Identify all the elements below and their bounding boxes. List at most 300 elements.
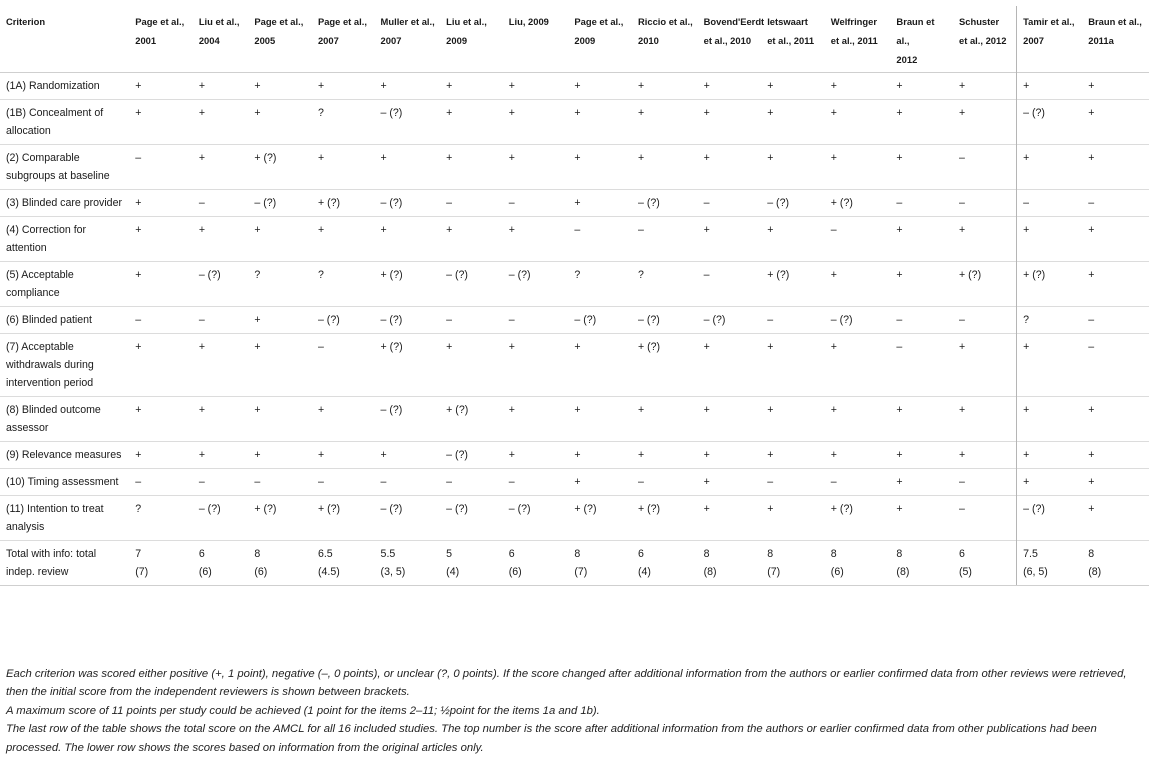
score-value: – (?) bbox=[767, 197, 789, 209]
score-value: – bbox=[1088, 314, 1095, 326]
score-value: – (?) bbox=[703, 314, 726, 326]
header-row bbox=[0, 6, 1149, 73]
score-cell bbox=[568, 262, 632, 307]
score-cell bbox=[1082, 334, 1149, 397]
score-cell bbox=[248, 541, 312, 586]
score-value: + bbox=[1023, 80, 1030, 92]
score-value: + bbox=[637, 152, 645, 164]
score-value: + bbox=[1088, 80, 1095, 92]
table-row bbox=[0, 442, 1149, 469]
study-header-line2: 2012 bbox=[896, 54, 918, 65]
score-value: + bbox=[574, 107, 581, 119]
score-value: 5 (4) bbox=[446, 548, 460, 578]
study-header-line1: Muller et al., bbox=[380, 16, 435, 27]
score-cell bbox=[193, 145, 249, 190]
score-cell bbox=[1082, 442, 1149, 469]
score-value: + bbox=[1088, 224, 1095, 236]
score-value: + bbox=[508, 404, 515, 416]
score-cell bbox=[193, 496, 249, 541]
score-cell bbox=[440, 73, 503, 100]
score-value: – bbox=[637, 476, 644, 488]
score-value: + bbox=[254, 341, 261, 353]
score-cell bbox=[761, 307, 825, 334]
study-header-line1: Braun et al., bbox=[896, 16, 935, 46]
score-value: ? bbox=[317, 269, 324, 281]
score-cell bbox=[375, 145, 441, 190]
study-header-line1: Welfringer bbox=[830, 16, 877, 27]
score-value: + bbox=[198, 449, 206, 461]
score-cell bbox=[568, 541, 632, 586]
score-value: + bbox=[1088, 152, 1095, 164]
score-cell bbox=[568, 442, 632, 469]
score-value: + bbox=[830, 449, 837, 461]
score-cell bbox=[953, 334, 1017, 397]
table-row bbox=[0, 100, 1149, 145]
score-value: + bbox=[896, 503, 903, 515]
score-value: + bbox=[574, 197, 581, 209]
score-value: + bbox=[896, 80, 903, 92]
score-cell bbox=[375, 334, 441, 397]
score-value: – (?) bbox=[380, 503, 403, 515]
score-value: – bbox=[959, 314, 965, 326]
score-value: + bbox=[959, 107, 966, 119]
study-header bbox=[193, 6, 249, 73]
study-header-line1: Page et al., bbox=[317, 16, 367, 27]
score-value: + bbox=[254, 224, 261, 236]
study-header bbox=[890, 6, 953, 73]
score-cell bbox=[193, 469, 249, 496]
score-value: – (?) bbox=[830, 314, 853, 326]
score-value: – (?) bbox=[637, 314, 660, 326]
score-value: – bbox=[446, 197, 453, 209]
criterion-cell bbox=[0, 307, 129, 334]
score-cell bbox=[632, 442, 698, 469]
score-value: 8 (8) bbox=[703, 548, 717, 578]
criterion-cell bbox=[0, 496, 129, 541]
score-cell bbox=[632, 397, 698, 442]
score-cell bbox=[1017, 496, 1083, 541]
score-value: + bbox=[508, 152, 515, 164]
study-header bbox=[825, 6, 891, 73]
score-cell bbox=[953, 469, 1017, 496]
score-cell bbox=[698, 541, 762, 586]
study-header bbox=[1082, 6, 1149, 73]
footnote-max-score: A maximum score of 11 points per study could be achieved (1 point for the items 2–11; ½point for the items 1a and 1b). bbox=[6, 704, 600, 717]
score-value: + bbox=[959, 404, 966, 416]
score-cell bbox=[248, 469, 312, 496]
score-cell bbox=[632, 100, 698, 145]
score-cell bbox=[761, 217, 825, 262]
score-cell bbox=[825, 334, 891, 397]
score-cell bbox=[953, 442, 1017, 469]
score-cell bbox=[1017, 262, 1083, 307]
score-cell bbox=[312, 262, 375, 307]
study-header-line2: 2011a bbox=[1088, 35, 1114, 46]
score-cell bbox=[503, 541, 569, 586]
score-cell bbox=[953, 217, 1017, 262]
score-cell bbox=[890, 100, 953, 145]
score-value: – bbox=[830, 224, 837, 236]
study-header bbox=[248, 6, 312, 73]
score-value: + bbox=[767, 449, 774, 461]
score-cell bbox=[1017, 334, 1083, 397]
score-cell bbox=[890, 541, 953, 586]
score-value: + bbox=[637, 449, 645, 461]
score-cell bbox=[890, 442, 953, 469]
score-cell bbox=[632, 496, 698, 541]
score-value: + bbox=[508, 341, 515, 353]
study-header-line2: et al., 2010 bbox=[703, 35, 752, 46]
study-header-line2: 2007 bbox=[1023, 35, 1044, 46]
score-cell bbox=[440, 397, 503, 442]
score-value: + bbox=[767, 404, 774, 416]
score-value: – bbox=[508, 314, 515, 326]
study-header-line2: 2005 bbox=[254, 35, 276, 46]
score-value: + bbox=[446, 341, 453, 353]
study-header bbox=[632, 6, 698, 73]
score-value: + bbox=[198, 224, 206, 236]
score-cell bbox=[825, 190, 891, 217]
score-value: + bbox=[637, 80, 645, 92]
score-value: ? bbox=[637, 269, 644, 281]
score-cell bbox=[503, 442, 569, 469]
score-cell bbox=[503, 262, 569, 307]
score-value: – (?) bbox=[508, 269, 531, 281]
score-value: + bbox=[637, 404, 645, 416]
score-cell bbox=[1082, 541, 1149, 586]
score-value: 8 (8) bbox=[1088, 548, 1102, 578]
score-value: + bbox=[254, 314, 261, 326]
score-cell bbox=[632, 217, 698, 262]
score-value: + bbox=[703, 224, 710, 236]
score-cell bbox=[698, 262, 762, 307]
score-cell bbox=[248, 496, 312, 541]
score-cell bbox=[129, 73, 193, 100]
score-cell bbox=[568, 145, 632, 190]
score-cell bbox=[1082, 145, 1149, 190]
score-value: – bbox=[767, 476, 774, 488]
score-value: + bbox=[830, 107, 837, 119]
score-value: + bbox=[830, 269, 837, 281]
score-value: – (?) bbox=[446, 269, 468, 281]
score-cell bbox=[375, 541, 441, 586]
score-value: – bbox=[198, 314, 205, 326]
table-row bbox=[0, 145, 1149, 190]
study-header-line2: 2009 bbox=[574, 35, 596, 46]
score-cell bbox=[503, 145, 569, 190]
study-header-line1: Braun et al., bbox=[1088, 16, 1142, 27]
score-cell bbox=[761, 145, 825, 190]
score-cell bbox=[129, 262, 193, 307]
score-value: – bbox=[1088, 197, 1095, 209]
score-value: + (?) bbox=[254, 503, 277, 515]
score-value: – (?) bbox=[317, 314, 340, 326]
score-value: + (?) bbox=[317, 503, 341, 515]
score-cell bbox=[825, 307, 891, 334]
score-cell bbox=[440, 100, 503, 145]
score-cell bbox=[698, 217, 762, 262]
score-cell bbox=[632, 307, 698, 334]
score-value: + bbox=[574, 476, 581, 488]
score-cell bbox=[248, 442, 312, 469]
criteria-table bbox=[0, 6, 1149, 586]
study-header bbox=[129, 6, 193, 73]
footnote-last-row: The last row of the table shows the total score on the AMCL for all 16 included studies. The top number is the score after additional information from the authors or earlier confirmed data from other publications had been processed. The lower row shows the scores based on information from the original articles only. bbox=[6, 723, 1097, 754]
score-value: + (?) bbox=[767, 269, 790, 281]
score-cell bbox=[953, 397, 1017, 442]
score-value: + bbox=[574, 404, 581, 416]
score-cell bbox=[890, 469, 953, 496]
score-cell bbox=[193, 307, 249, 334]
score-value: – bbox=[446, 314, 453, 326]
score-value: + (?) bbox=[830, 197, 853, 209]
score-cell bbox=[129, 496, 193, 541]
score-cell bbox=[761, 469, 825, 496]
score-value: + bbox=[767, 503, 774, 515]
score-value: + bbox=[830, 341, 837, 353]
study-header-line1: Riccio et al., bbox=[637, 16, 693, 27]
score-cell bbox=[440, 496, 503, 541]
study-header bbox=[312, 6, 375, 73]
score-value: + (?) bbox=[254, 152, 277, 164]
score-cell bbox=[568, 307, 632, 334]
score-cell bbox=[193, 541, 249, 586]
score-cell bbox=[375, 307, 441, 334]
score-cell bbox=[761, 397, 825, 442]
score-cell bbox=[890, 334, 953, 397]
score-value: + bbox=[959, 224, 966, 236]
score-cell bbox=[1082, 397, 1149, 442]
score-cell bbox=[129, 397, 193, 442]
score-cell bbox=[440, 307, 503, 334]
score-value: + bbox=[198, 80, 206, 92]
score-cell bbox=[1017, 541, 1083, 586]
score-value: – (?) bbox=[446, 449, 468, 461]
study-header bbox=[761, 6, 825, 73]
score-cell bbox=[1017, 100, 1083, 145]
score-cell bbox=[825, 496, 891, 541]
score-value: + bbox=[767, 152, 774, 164]
score-value: – bbox=[135, 476, 142, 488]
criterion-label: (9) Relevance measures bbox=[6, 449, 122, 461]
criterion-cell bbox=[0, 100, 129, 145]
score-cell bbox=[890, 397, 953, 442]
score-cell bbox=[503, 100, 569, 145]
score-value: + bbox=[446, 80, 453, 92]
score-cell bbox=[312, 469, 375, 496]
score-cell bbox=[1082, 496, 1149, 541]
score-value: + bbox=[703, 107, 710, 119]
score-value: 8 (7) bbox=[767, 548, 781, 578]
study-header-line1: Page et al., bbox=[254, 16, 304, 27]
score-value: + bbox=[703, 476, 710, 488]
score-value: + bbox=[637, 107, 645, 119]
score-value: + bbox=[135, 197, 142, 209]
score-cell bbox=[953, 496, 1017, 541]
table-row bbox=[0, 262, 1149, 307]
score-cell bbox=[375, 397, 441, 442]
score-cell bbox=[440, 145, 503, 190]
criterion-cell bbox=[0, 541, 129, 586]
score-value: + bbox=[135, 80, 142, 92]
score-value: + bbox=[896, 107, 903, 119]
study-header bbox=[375, 6, 441, 73]
score-value: – bbox=[896, 197, 903, 209]
score-cell bbox=[568, 469, 632, 496]
score-cell bbox=[698, 496, 762, 541]
score-value: – (?) bbox=[1023, 107, 1045, 119]
score-value: + (?) bbox=[574, 503, 597, 515]
score-cell bbox=[953, 73, 1017, 100]
criterion-cell bbox=[0, 397, 129, 442]
score-value: + bbox=[1023, 476, 1030, 488]
study-header-line1: Bovend'Eerdt bbox=[703, 16, 765, 27]
score-cell bbox=[698, 397, 762, 442]
score-value: + bbox=[254, 404, 261, 416]
score-cell bbox=[312, 397, 375, 442]
study-header-line1: Schuster bbox=[959, 16, 1000, 27]
score-value: + bbox=[508, 224, 515, 236]
score-value: + bbox=[317, 152, 325, 164]
score-value: 6 (5) bbox=[959, 548, 972, 578]
score-cell bbox=[1082, 73, 1149, 100]
score-value: – bbox=[135, 152, 142, 164]
score-cell bbox=[248, 100, 312, 145]
study-header bbox=[953, 6, 1017, 73]
score-cell bbox=[825, 217, 891, 262]
score-value: + bbox=[959, 80, 966, 92]
score-cell bbox=[312, 217, 375, 262]
score-value: + bbox=[703, 449, 710, 461]
score-value: – bbox=[959, 152, 965, 164]
score-value: + bbox=[1088, 269, 1095, 281]
score-cell bbox=[375, 496, 441, 541]
score-cell bbox=[375, 442, 441, 469]
score-value: + bbox=[703, 152, 710, 164]
score-cell bbox=[698, 100, 762, 145]
score-value: + bbox=[446, 107, 453, 119]
score-value: – bbox=[767, 314, 774, 326]
study-header bbox=[698, 6, 765, 73]
score-cell bbox=[632, 541, 698, 586]
score-cell bbox=[1017, 442, 1083, 469]
score-cell bbox=[698, 334, 762, 397]
criterion-cell bbox=[0, 73, 129, 100]
score-cell bbox=[825, 145, 891, 190]
score-cell bbox=[698, 442, 762, 469]
score-value: – (?) bbox=[380, 404, 403, 416]
score-cell bbox=[129, 145, 193, 190]
score-cell bbox=[632, 190, 698, 217]
score-value: – bbox=[1088, 341, 1095, 353]
score-cell bbox=[632, 334, 698, 397]
score-value: + bbox=[380, 224, 387, 236]
criterion-header: Criterion bbox=[6, 16, 46, 27]
score-value: ? bbox=[1023, 314, 1030, 326]
score-cell bbox=[312, 145, 375, 190]
score-value: + (?) bbox=[380, 269, 403, 281]
criterion-cell bbox=[0, 442, 129, 469]
score-value: + bbox=[1023, 152, 1030, 164]
score-cell bbox=[890, 190, 953, 217]
score-value: + bbox=[380, 152, 387, 164]
score-value: 6 (6) bbox=[198, 548, 212, 578]
score-value: – (?) bbox=[198, 503, 221, 515]
score-value: ? bbox=[574, 269, 581, 281]
score-cell bbox=[761, 442, 825, 469]
score-value: + bbox=[317, 404, 325, 416]
study-header bbox=[440, 6, 503, 73]
score-value: + bbox=[198, 107, 206, 119]
score-value: 7 (7) bbox=[135, 548, 149, 578]
score-value: + bbox=[1023, 224, 1030, 236]
score-value: – (?) bbox=[380, 197, 403, 209]
score-value: – (?) bbox=[380, 314, 403, 326]
score-value: + bbox=[198, 404, 206, 416]
score-value: + bbox=[135, 404, 142, 416]
score-value: + bbox=[135, 107, 142, 119]
criterion-label: (1A) Randomization bbox=[6, 80, 100, 92]
score-cell bbox=[248, 334, 312, 397]
score-cell bbox=[890, 145, 953, 190]
study-header-line1: Liu et al., bbox=[446, 16, 487, 27]
criterion-cell bbox=[0, 217, 129, 262]
score-value: – (?) bbox=[508, 503, 531, 515]
score-value: + bbox=[135, 449, 142, 461]
score-cell bbox=[825, 73, 891, 100]
score-cell bbox=[312, 334, 375, 397]
score-value: + bbox=[896, 476, 903, 488]
score-cell bbox=[193, 73, 249, 100]
score-value: – bbox=[198, 476, 205, 488]
score-value: + bbox=[254, 449, 261, 461]
score-cell bbox=[761, 496, 825, 541]
score-cell bbox=[129, 541, 193, 586]
score-cell bbox=[440, 469, 503, 496]
score-cell bbox=[129, 100, 193, 145]
score-value: 5.5 (3, 5) bbox=[380, 548, 406, 578]
score-cell bbox=[193, 190, 249, 217]
study-header-line2: 2009 bbox=[446, 35, 468, 46]
criterion-cell bbox=[0, 145, 129, 190]
score-cell bbox=[248, 145, 312, 190]
score-cell bbox=[1017, 190, 1083, 217]
score-value: – bbox=[198, 197, 205, 209]
score-value: + bbox=[1023, 449, 1030, 461]
study-header-line2: 2007 bbox=[380, 35, 402, 46]
score-value: – bbox=[703, 197, 710, 209]
criterion-label: (5) Acceptable compliance bbox=[6, 269, 74, 299]
score-value: + bbox=[703, 341, 710, 353]
score-value: – bbox=[896, 314, 903, 326]
criterion-label: (4) Correction for attention bbox=[6, 224, 87, 254]
score-cell bbox=[1017, 145, 1083, 190]
score-cell bbox=[1017, 307, 1083, 334]
score-cell bbox=[568, 334, 632, 397]
score-cell bbox=[953, 262, 1017, 307]
score-cell bbox=[129, 217, 193, 262]
score-value: + bbox=[574, 449, 581, 461]
score-value: – bbox=[959, 503, 965, 515]
score-value: – bbox=[446, 476, 453, 488]
score-cell bbox=[312, 541, 375, 586]
score-value: + bbox=[1088, 404, 1095, 416]
score-value: + bbox=[959, 341, 966, 353]
score-value: – bbox=[959, 197, 965, 209]
score-cell bbox=[761, 262, 825, 307]
footnote-scoring: Each criterion was scored either positive (+, 1 point), negative (–, 0 points), or unclear (?, 0 points). If the score changed after additional information from the authors or earlier confirmed data from other reviews were retrieved, then the initial score from the independent reviewers is shown between brackets. bbox=[6, 668, 1127, 699]
score-cell bbox=[890, 73, 953, 100]
